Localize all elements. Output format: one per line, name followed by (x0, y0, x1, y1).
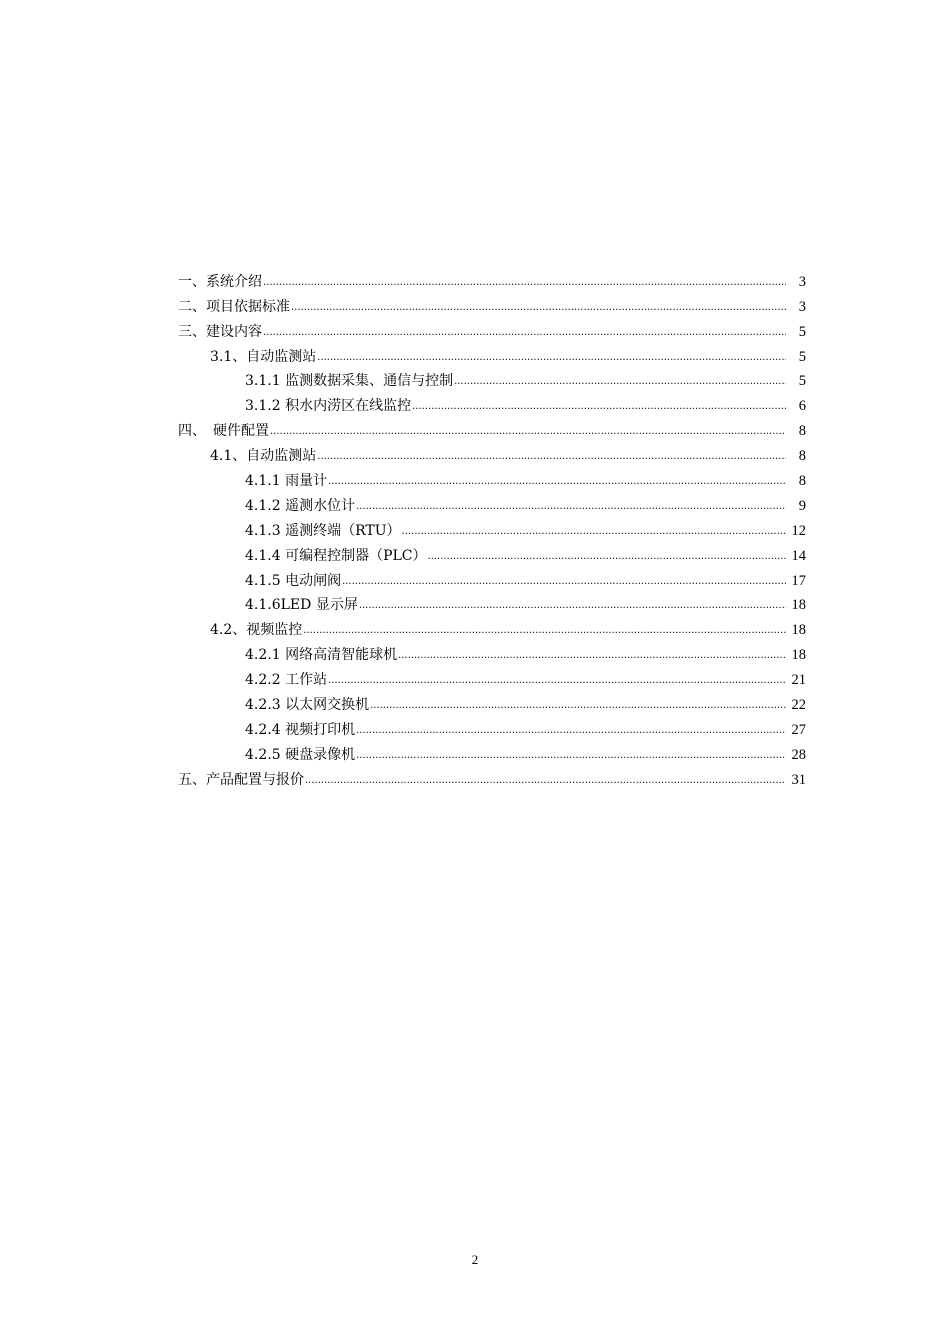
toc-entry-page: 12 (791, 522, 806, 539)
toc-entry-title: 四、 硬件配置 (178, 423, 269, 440)
toc-entry-title: 4.1.6LED 显示屏 (245, 597, 358, 614)
toc-dot-leader (291, 301, 786, 315)
toc-entry[interactable] (178, 415, 806, 440)
toc-entry-page: 18 (791, 597, 806, 614)
toc-entry-page: 9 (798, 497, 806, 514)
toc-entry-page: 8 (798, 448, 806, 465)
table-of-contents (178, 266, 806, 789)
toc-entry-title: 4.1、自动监测站 (210, 448, 317, 465)
toc-dot-leader (263, 276, 786, 290)
toc-entry-page: 6 (798, 398, 806, 415)
toc-entry[interactable] (178, 565, 806, 590)
toc-entry-title: 4.2.4 视频打印机 (245, 721, 356, 738)
toc-dot-leader (303, 624, 785, 638)
toc-entry-title: 二、项目依据标准 (178, 298, 290, 315)
toc-entry[interactable] (178, 590, 806, 615)
toc-entry[interactable] (178, 490, 806, 515)
toc-entry-page: 28 (791, 746, 806, 763)
toc-entry-page: 21 (791, 672, 806, 689)
toc-entry-title: 3.1.2 积水内涝区在线监控 (245, 398, 412, 415)
toc-entry[interactable] (178, 639, 806, 664)
toc-entry-title: 4.2.1 网络高清智能球机 (245, 647, 398, 664)
toc-entry[interactable] (178, 316, 806, 341)
toc-entry[interactable] (178, 714, 806, 739)
toc-dot-leader (398, 649, 785, 663)
toc-dot-leader (412, 400, 786, 414)
toc-entry-page: 18 (791, 647, 806, 664)
toc-entry-page: 22 (791, 697, 806, 714)
toc-entry[interactable] (178, 664, 806, 689)
toc-entry-title: 3.1、自动监测站 (210, 348, 317, 365)
toc-dot-leader (317, 450, 786, 464)
toc-dot-leader (402, 525, 786, 539)
toc-dot-leader (342, 575, 785, 589)
toc-dot-leader (356, 500, 786, 514)
toc-entry-page: 3 (798, 298, 806, 315)
toc-entry[interactable] (178, 739, 806, 764)
toc-entry-title: 五、产品配置与报价 (178, 771, 304, 788)
toc-entry[interactable] (178, 440, 806, 465)
toc-dot-leader (359, 599, 786, 613)
toc-entry-page: 5 (798, 323, 806, 340)
toc-entry-page: 27 (791, 721, 806, 738)
toc-dot-leader (428, 550, 786, 564)
toc-entry-page: 18 (791, 622, 806, 639)
toc-entry-title: 4.1.2 遥测水位计 (245, 497, 356, 514)
toc-entry-page: 8 (798, 423, 806, 440)
toc-entry[interactable] (178, 540, 806, 565)
toc-entry-page: 5 (798, 348, 806, 365)
toc-dot-leader (305, 774, 786, 788)
toc-dot-leader (317, 351, 786, 365)
toc-entry-page: 3 (798, 273, 806, 290)
toc-entry-title: 一、系统介绍 (178, 273, 262, 290)
toc-entry-title: 4.1.3 遥测终端（RTU） (245, 522, 401, 539)
toc-entry[interactable] (178, 291, 806, 316)
toc-entry-page: 31 (791, 771, 806, 788)
toc-dot-leader (263, 326, 786, 340)
toc-entry[interactable] (178, 366, 806, 391)
toc-dot-leader (270, 425, 786, 439)
toc-entry-title: 3.1.1 监测数据采集、通信与控制 (245, 373, 454, 390)
toc-dot-leader (454, 375, 786, 389)
toc-entry-title: 4.2.5 硬盘录像机 (245, 746, 356, 763)
toc-entry-title: 4.2.2 工作站 (245, 672, 328, 689)
toc-entry[interactable] (178, 465, 806, 490)
toc-dot-leader (356, 724, 785, 738)
toc-dot-leader (328, 475, 786, 489)
toc-entry[interactable] (178, 515, 806, 540)
toc-entry-title: 4.1.4 可编程控制器（PLC） (245, 547, 427, 564)
toc-entry-page: 17 (791, 572, 806, 589)
toc-dot-leader (356, 749, 785, 763)
toc-dot-leader (328, 674, 785, 688)
toc-entry[interactable] (178, 689, 806, 714)
toc-entry-page: 5 (798, 373, 806, 390)
toc-entry-title: 三、建设内容 (178, 323, 262, 340)
toc-entry-title: 4.1.1 雨量计 (245, 473, 328, 490)
toc-entry[interactable] (178, 764, 806, 789)
page-number: 2 (471, 1252, 479, 1267)
toc-entry-title: 4.2、视频监控 (210, 622, 303, 639)
toc-entry-page: 8 (798, 473, 806, 490)
toc-dot-leader (370, 699, 785, 713)
toc-entry-page: 14 (791, 547, 806, 564)
toc-entry[interactable] (178, 266, 806, 291)
toc-entry-title: 4.2.3 以太网交换机 (245, 697, 370, 714)
toc-entry-title: 4.1.5 电动闸阀 (245, 572, 342, 589)
toc-entry[interactable] (178, 341, 806, 366)
toc-entry[interactable] (178, 614, 806, 639)
toc-entry[interactable] (178, 390, 806, 415)
